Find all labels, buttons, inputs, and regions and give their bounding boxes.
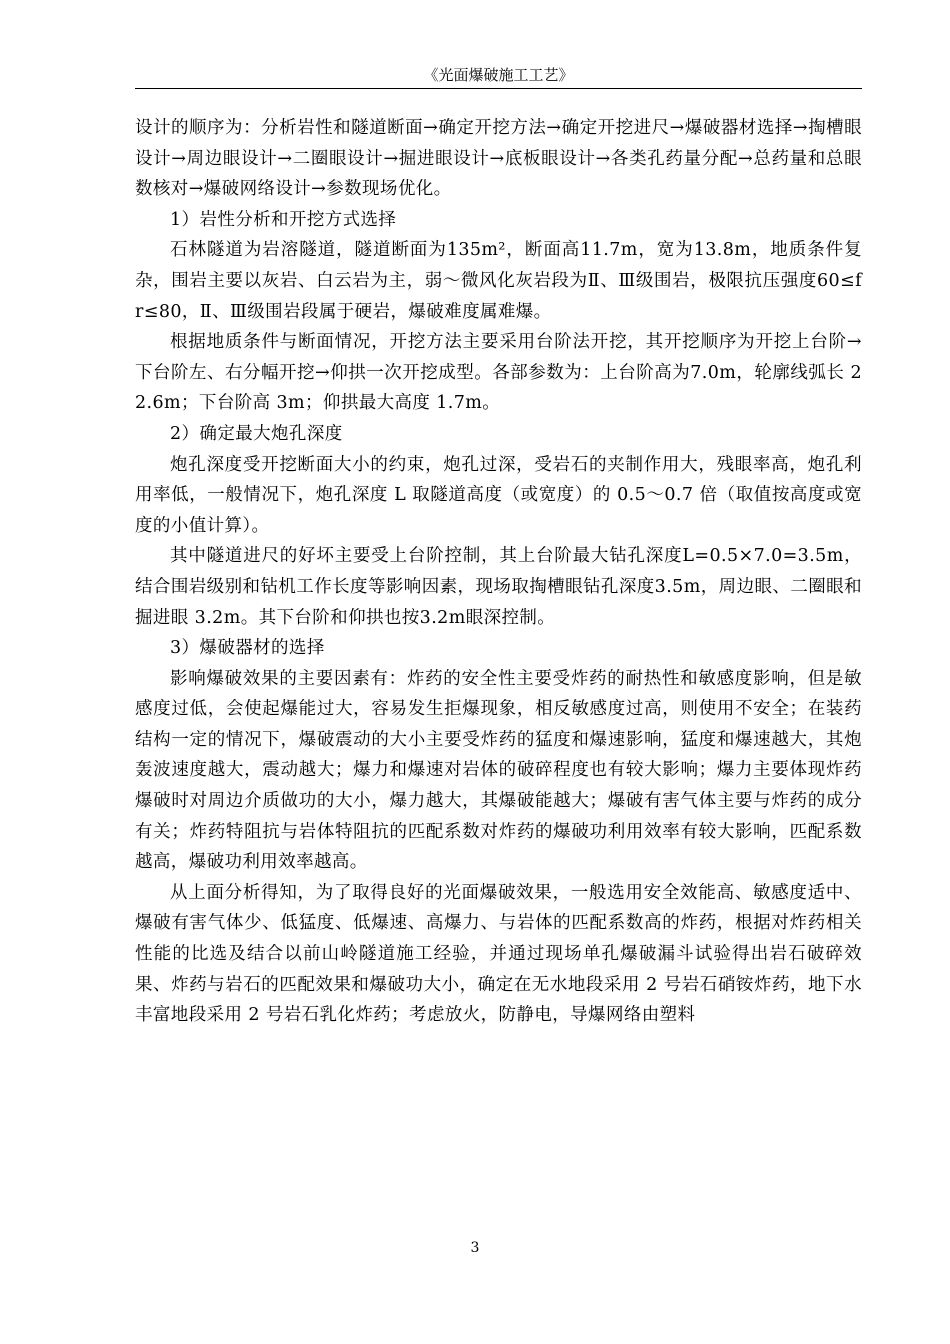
paragraph-excavation-method: 根据地质条件与断面情况，开挖方法主要采用台阶法开挖，其开挖顺序为开挖上台阶→下台阶左、右分幅开挖→仰拱一次开挖成型。各部参数为：上台阶高为7.0m，轮廓线弧长 22.6m；下台阶高 3m；仰拱最大高度 1.7m。 <box>135 332 862 414</box>
paragraph-tunnel-geology: 石林隧道为岩溶隧道，隧道断面为135m²，断面高11.7m，宽为13.8m，地质条件复杂，围岩主要以灰岩、白云岩为主，弱～微风化灰岩段为Ⅱ、Ⅲ级围岩，极限抗压强度60≤fr≤80，Ⅱ、Ⅲ级围岩段属于硬岩，爆破难度属难爆。 <box>135 240 862 322</box>
paragraph-hole-depth-constraint: 炮孔深度受开挖断面大小的约束，炮孔过深，受岩石的夹制作用大，残眼率高，炮孔利用率低，一般情况下，炮孔深度 L 取隧道高度（或宽度）的 0.5～0.7 倍（取值按高度或宽度的小值计算）。 <box>135 454 862 536</box>
paragraph-explosive-selection: 从上面分析得知，为了取得良好的光面爆破效果，一般选用安全效能高、敏感度适中、爆破有害气体少、低猛度、低爆速、高爆力、与岩体的匹配系数高的炸药，根据对炸药相关性能的比选及结合以前山岭隧道施工经验，并通过现场单孔爆破漏斗试验得出岩石破碎效果、炸药与岩石的匹配效果和爆破功大小，确定在无水地段采用 2 号岩石硝铵炸药，地下水丰富地段采用 2 号岩石乳化炸药；考虑放火，防静电，导爆网络由塑料 <box>135 882 862 1026</box>
paragraph-blasting-factors: 影响爆破效果的主要因素有：炸药的安全性主要受炸药的耐热性和敏感度影响，但是敏感度过低，会使起爆能过大，容易发生拒爆现象，相反敏感度过高，则使用不安全；在装药结构一定的情况下，爆破震动的大小主要受炸药的猛度和爆速影响，猛度和爆速越大，其炮轰波速度越大，震动越大；爆力和爆速对岩体的破碎程度也有较大影响；爆力主要体现炸药爆破时对周边介质做功的大小，爆力越大，其爆破能越大；爆破有害气体主要与炸药的成分有关；炸药特阻抗与岩体特阻抗的匹配系数对炸药的爆破功利用效率有较大影响，匹配系数越高，爆破功利用效率越高。 <box>135 668 862 873</box>
paragraph-design-sequence: 设计的顺序为：分析岩性和隧道断面→确定开挖方法→确定开挖进尺→爆破器材选择→掏槽眼设计→周边眼设计→二圈眼设计→掘进眼设计→底板眼设计→各类孔药量分配→总药量和总眼数核对→爆破网络设计→参数现场优化。 <box>135 118 862 200</box>
page-header: 《光面爆破施工工艺》 <box>423 66 574 84</box>
header-rule <box>135 88 862 89</box>
section-heading-blasting-materials: 3）爆破器材的选择 <box>170 638 325 659</box>
section-heading-hole-depth: 2）确定最大炮孔深度 <box>170 423 343 444</box>
page-number: 3 <box>470 1240 480 1256</box>
document-body <box>135 113 862 1031</box>
section-heading-rock-analysis: 1）岩性分析和开挖方式选择 <box>170 209 397 230</box>
paragraph-drilling-depth: 其中隧道进尺的好坏主要受上台阶控制，其上台阶最大钻孔深度L=0.5×7.0=3.5m，结合围岩级别和钻机工作长度等影响因素，现场取掏槽眼钻孔深度3.5m，周边眼、二圈眼和掘进眼 3.2m。其下台阶和仰拱也按3.2m眼深控制。 <box>135 546 862 628</box>
